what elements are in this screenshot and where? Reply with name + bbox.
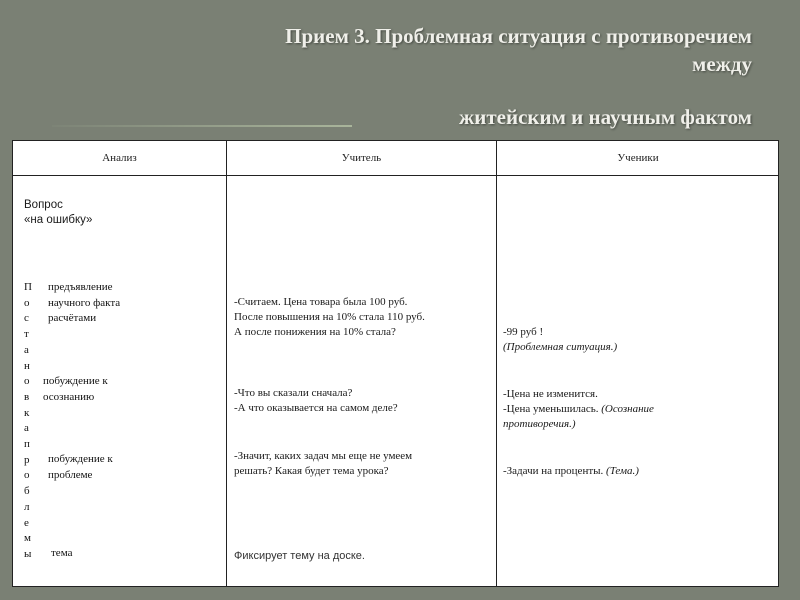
students-block-answer [503, 325, 617, 355]
students-line-italic: (Осознание [601, 403, 654, 415]
vertical-letter: П [24, 281, 32, 293]
title-line-1: Прием 3. Проблемная ситуация с противоречием [285, 24, 752, 48]
vertical-word-postanovka-problemy [24, 280, 34, 563]
vertical-letter: п [24, 438, 30, 451]
teacher-line: -Что вы сказали сначала? [234, 387, 353, 399]
analysis-item-line: тема [51, 547, 73, 559]
column-divider [226, 141, 227, 586]
vertical-letter: о [24, 375, 30, 388]
title-line-2: между [692, 52, 752, 76]
teacher-line: А после понижения на 10% стала? [234, 326, 396, 338]
header-teacher: Учитель [341, 152, 382, 164]
vertical-letter: а [24, 343, 29, 356]
vertical-letter: н [24, 359, 30, 372]
analysis-item-awareness [43, 374, 108, 405]
analysis-item-line: побуждение к [48, 453, 113, 465]
vertical-letter: о [24, 296, 30, 309]
teacher-block-contradiction [234, 386, 398, 416]
analysis-item-line: осознанию [43, 390, 95, 403]
vertical-letter: к [24, 406, 30, 419]
vertical-letter: с [24, 312, 29, 325]
header-students: Ученики [617, 152, 659, 164]
students-line: -Цена не изменится. [503, 388, 598, 400]
header-analysis: Анализ [102, 152, 137, 164]
students-line-italic: (Тема.) [606, 465, 639, 477]
teacher-block-topic-question [234, 449, 412, 479]
teacher-line: решать? Какая будет тема урока? [234, 465, 389, 477]
students-block-realization [503, 387, 654, 432]
analysis-item-line: предъявление [48, 281, 113, 293]
students-line-italic: противоречия.) [503, 418, 576, 430]
vertical-letter: м [24, 532, 31, 545]
analysis-item-line: проблеме [48, 468, 93, 481]
analysis-item-problem [48, 452, 113, 483]
column-divider [496, 141, 497, 586]
vertical-letter: е [24, 516, 29, 529]
vertical-letter: ы [24, 547, 32, 560]
question-line: «на ошибку» [24, 214, 93, 226]
title-line-3: житейским и научным фактом [459, 105, 752, 129]
analysis-item-line: расчётами [48, 312, 97, 325]
vertical-letter: т [24, 328, 29, 341]
teacher-note: Фиксирует тему на доске. [234, 550, 365, 562]
teacher-block-calculation [234, 295, 425, 340]
analysis-item-topic [51, 546, 72, 561]
question-line: Вопрос [24, 199, 63, 211]
analysis-item-fact [48, 280, 120, 327]
analysis-item-line: побуждение к [43, 375, 108, 387]
analysis-item-line: научного факта [48, 296, 121, 309]
teacher-line: -Считаем. Цена товара была 100 руб. [234, 296, 408, 308]
question-label [24, 198, 92, 228]
teacher-line: -Значит, каких задач мы еще не умеем [234, 450, 413, 462]
students-block-topic [503, 464, 639, 479]
vertical-letter: р [24, 453, 30, 466]
vertical-letter: б [24, 485, 30, 498]
vertical-letter: в [24, 390, 30, 403]
teacher-line: После повышения на 10% стала 110 руб. [234, 311, 425, 323]
decorative-rule [52, 125, 352, 127]
students-line: -Задачи на проценты. [503, 465, 604, 477]
students-line-italic: (Проблемная ситуация.) [503, 341, 618, 353]
slide-title [52, 22, 752, 131]
students-line: -Цена уменьшилась. [503, 403, 599, 415]
vertical-letter: а [24, 422, 29, 435]
teacher-line: -А что оказывается на самом деле? [234, 402, 398, 414]
vertical-letter: л [24, 500, 30, 513]
vertical-letter: о [24, 469, 30, 482]
students-line: -99 руб ! [503, 326, 544, 338]
lesson-table [12, 140, 779, 587]
